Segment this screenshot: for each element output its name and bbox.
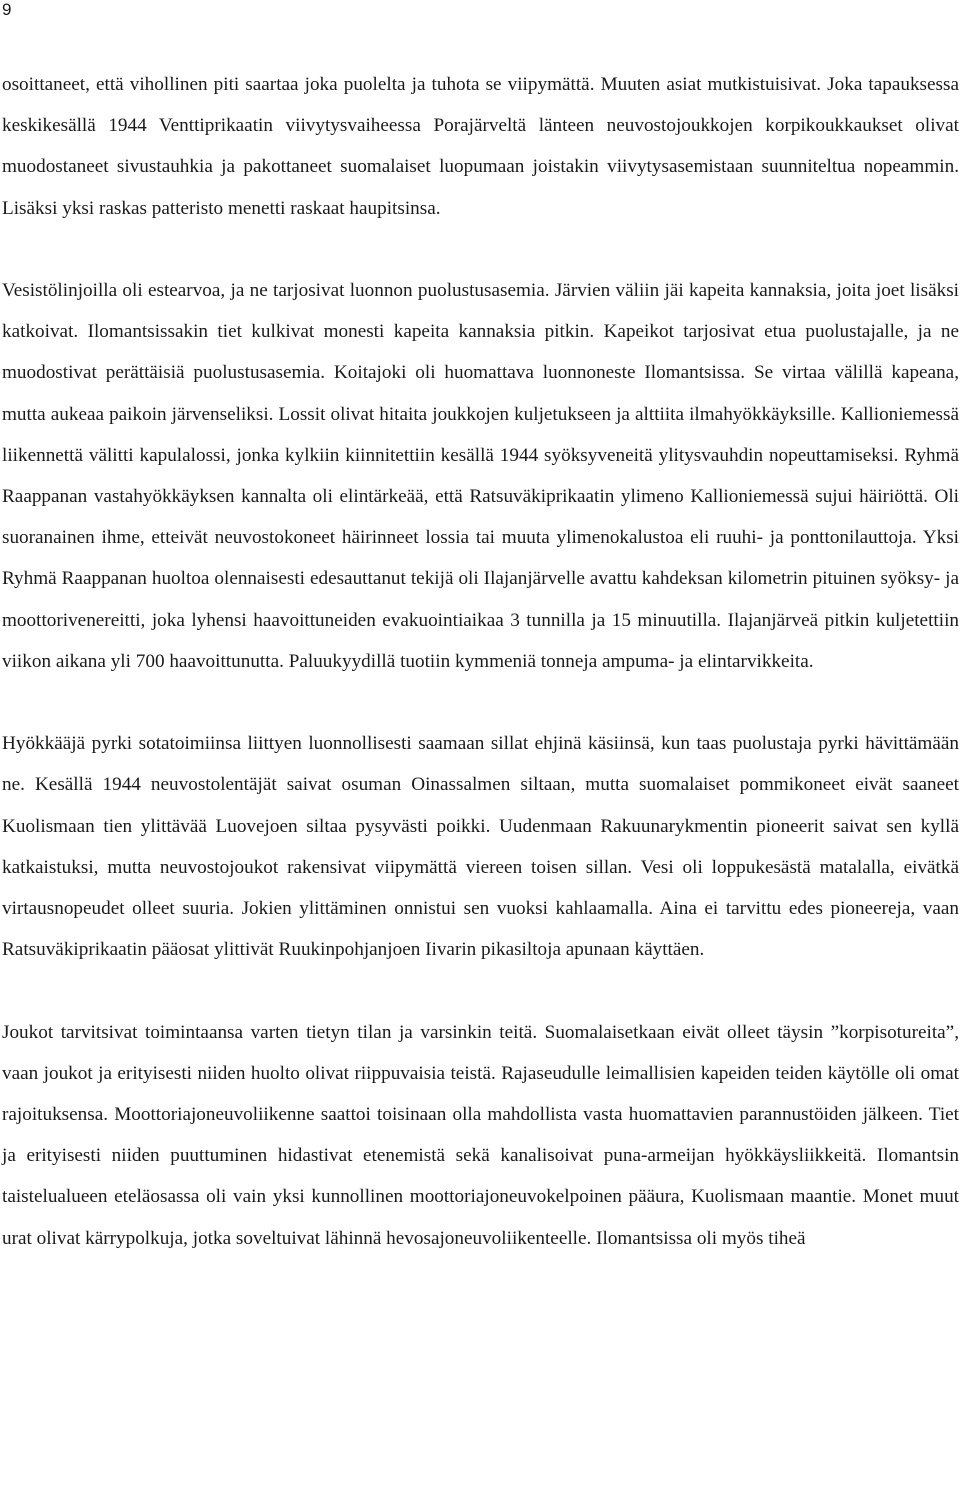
paragraph-1: osoittaneet, että vihollinen piti saartaa joka puolelta ja tuhota se viipymättä. Muuten asiat mutkistuisivat. Joka tapauksessa keskikesällä 1944 Venttiprikaatin viivytysvaiheessa Porajärveltä länteen neuvostojoukkojen korpikoukkaukset olivat muodostaneet sivustauhkia ja pakottaneet suomalaiset luopumaan joistakin viivytysasemistaan suunniteltua nopeammin. Lisäksi yksi raskas patteristo menetti raskaat haupitsinsa.: [2, 74, 959, 219]
paragraph-4: Joukot tarvitsivat toimintaansa varten tietyn tilan ja varsinkin teitä. Suomalaisetkaan eivät olleet täysin ”korpisotureita”, vaan joukot ja erityisesti niiden huolto olivat riippuvaisia teistä. Rajaseudulle leimallisien kapeiden teiden käytölle oli omat rajoituksensa. Moottoriajoneuvoliikenne saattoi toisinaan olla mahdollista vasta huomattavien parannustöiden jälkeen. Tiet ja erityisesti niiden puuttuminen hidastivat etenemistä sekä kanalisoivat puna-armeijan hyökkäysliikkeitä. Ilomantsin taistelualueen eteläosassa oli vain yksi kunnollinen moottoriajoneuvokelpoinen pääura, Kuolismaan maantie. Monet muut urat olivat kärrypolkuja, jotka soveltuivat lähinnä hevosajoneuvoliikenteelle. Ilomantsissa oli myös tiheä: [2, 1021, 959, 1249]
paragraph-2: Vesistölinjoilla oli estearvoa, ja ne tarjosivat luonnon puolustusasemia. Järvien väliin jäi kapeita kannaksia, joita joet lisäksi katkoivat. Ilomantsissakin tiet kulkivat monesti kapeita kannaksia pitkin. Kapeikot tarjosivat etua puolustajalle, ja ne muodostivat perättäisiä puolustusasemia. Koitajoki oli huomattava luonnoneste Ilomantsissa. Se virtaa välillä kapeana, mutta aukeaa paikoin järvenseliksi. Lossit olivat hitaita joukkojen kuljetukseen ja alttiita ilmahyökkäyksille. Kallioniemessä liikennettä välitti kapulalossi, jonka kylkiin kiinnitettiin kesällä 1944 syöksyveneitä ylitysvauhdin nopeuttamiseksi. Ryhmä Raappanan vastahyökkäyksen kannalta oli elintärkeää, että Ratsuväkiprikaatin ylimeno Kallioniemessä sujui häiriöttä. Oli suoranainen ihme, etteivät neuvostokoneet häirinneet lossia tai muuta ylimenokalustoa eli ruuhi- ja ponttonilauttoja. Yksi Ryhmä Raappanan huoltoa olennaisesti edesauttanut tekijä oli Ilajanjärvelle avattu kahdeksan kilometrin pituinen syöksy- ja moottorivenereitti, joka lyhensi haavoittuneiden evakuointiaikaa 3 tunnilla ja 15 minuutilla. Ilajanjärveä pitkin kuljetettiin viikon aikana yli 700 haavoittunutta. Paluukyydillä tuotiin kymmeniä tonneja ampuma- ja elintarvikkeita.: [2, 280, 959, 672]
page-number: 9: [2, 0, 12, 19]
paragraph-3: Hyökkääjä pyrki sotatoimiinsa liittyen luonnollisesti saamaan sillat ehjinä käsiinsä, kun taas puolustaja pyrki hävittämään ne. Kesällä 1944 neuvostolentäjät saivat osuman Oinassalmen siltaan, mutta suomalaiset pommikoneet eivät saaneet Kuolismaan tien ylittävää Luovejoen siltaa pysyvästi poikki. Uudenmaan Rakuunarykmentin pioneerit saivat sen kyllä katkaistuksi, mutta neuvostojoukot rakensivat viipymättä viereen toisen sillan. Vesi oli loppukesästä matalalla, eivätkä virtausnopeudet olleet suuria. Jokien ylittäminen onnistui sen vuoksi kahlaamalla. Aina ei tarvittu edes pioneereja, vaan Ratsuväkiprikaatin pääosat ylittivät Ruukinpohjanjoen Iivarin pikasiltoja apunaan käyttäen.: [2, 733, 959, 961]
document-body: [2, 64, 959, 1259]
